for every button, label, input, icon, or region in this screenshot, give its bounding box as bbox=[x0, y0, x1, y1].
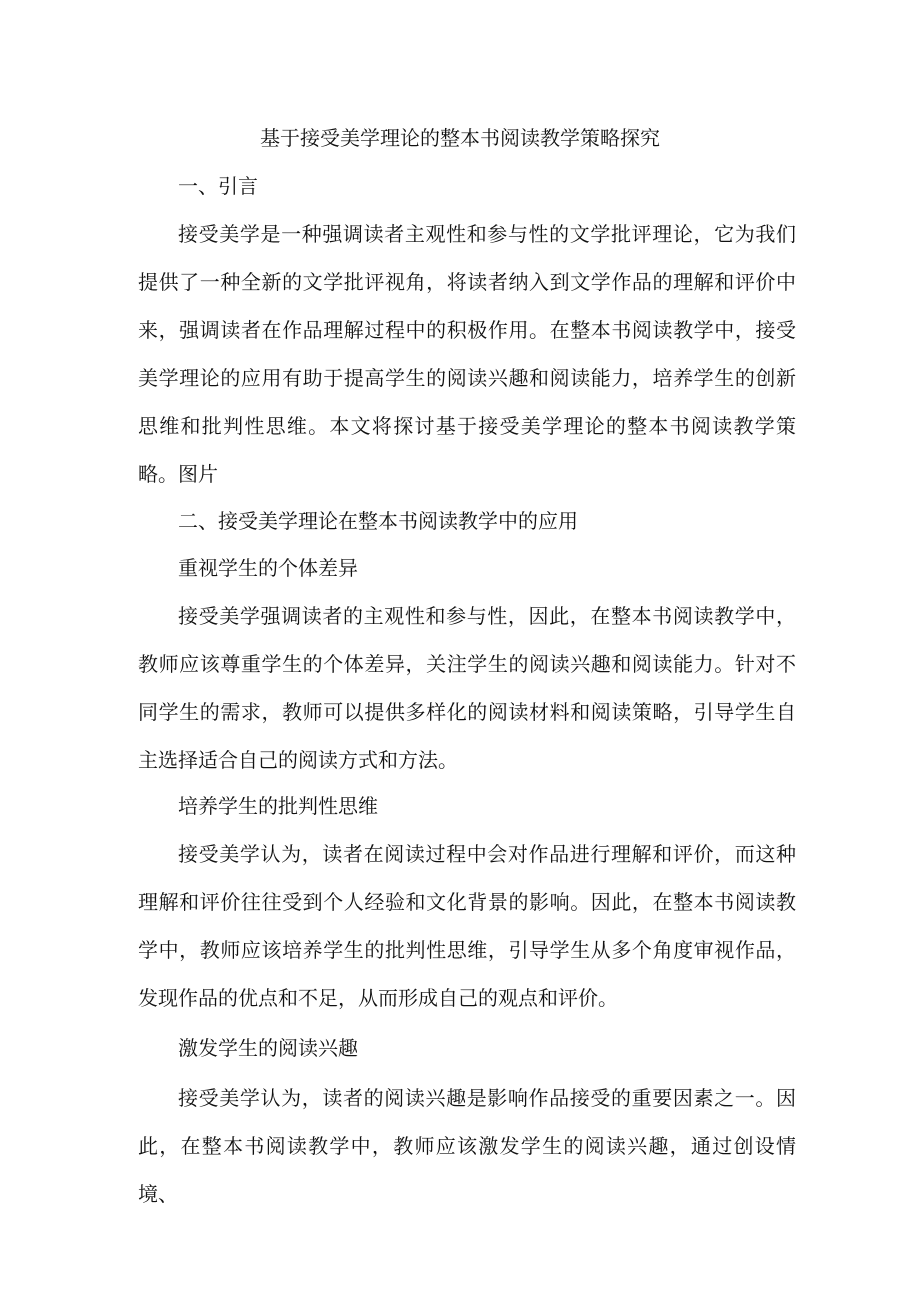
paragraph-reading-interest: 接受美学认为，读者的阅读兴趣是影响作品接受的重要因素之一。因此，在整本书阅读教学中，教师应该激发学生的阅读兴趣，通过创设情境、 bbox=[138, 1086, 796, 1206]
paragraph-introduction: 接受美学是一种强调读者主观性和参与性的文学批评理论，它为我们提供了一种全新的文学批评视角，将读者纳入到文学作品的理解和评价中来，强调读者在作品理解过程中的积极作用。在整本书阅读教学中，接受美学理论的应用有助于提高学生的阅读兴趣和阅读能力，培养学生的创新思维和批判性思维。本文将探讨基于接受美学理论的整本书阅读教学策略。 bbox=[138, 222, 796, 486]
subsection-heading-reading-interest: 激发学生的阅读兴趣 bbox=[178, 1036, 358, 1060]
subsection-heading-individual-differences: 重视学生的个体差异 bbox=[178, 556, 358, 580]
section-heading-introduction: 一、引言 bbox=[178, 174, 258, 198]
paragraph-critical-thinking: 接受美学认为，读者在阅读过程中会对作品进行理解和评价，而这种理解和评价往往受到个人经验和文化背景的影响。因此，在整本书阅读教学中，教师应该培养学生的批判性思维，引导学生从多个角度审视作品，发现作品的优点和不足，从而形成自己的观点和评价。 bbox=[138, 842, 796, 1010]
subsection-heading-critical-thinking: 培养学生的批判性思维 bbox=[178, 794, 378, 818]
image-placeholder-label: 图片 bbox=[178, 462, 218, 486]
document-title: 基于接受美学理论的整本书阅读教学策略探究 bbox=[260, 126, 660, 150]
section-heading-application: 二、接受美学理论在整本书阅读教学中的应用 bbox=[178, 509, 578, 533]
paragraph-individual-differences: 接受美学强调读者的主观性和参与性，因此，在整本书阅读教学中，教师应该尊重学生的个体差异，关注学生的阅读兴趣和阅读能力。针对不同学生的需求，教师可以提供多样化的阅读材料和阅读策略，引导学生自主选择适合自己的阅读方式和方法。 bbox=[138, 604, 796, 772]
